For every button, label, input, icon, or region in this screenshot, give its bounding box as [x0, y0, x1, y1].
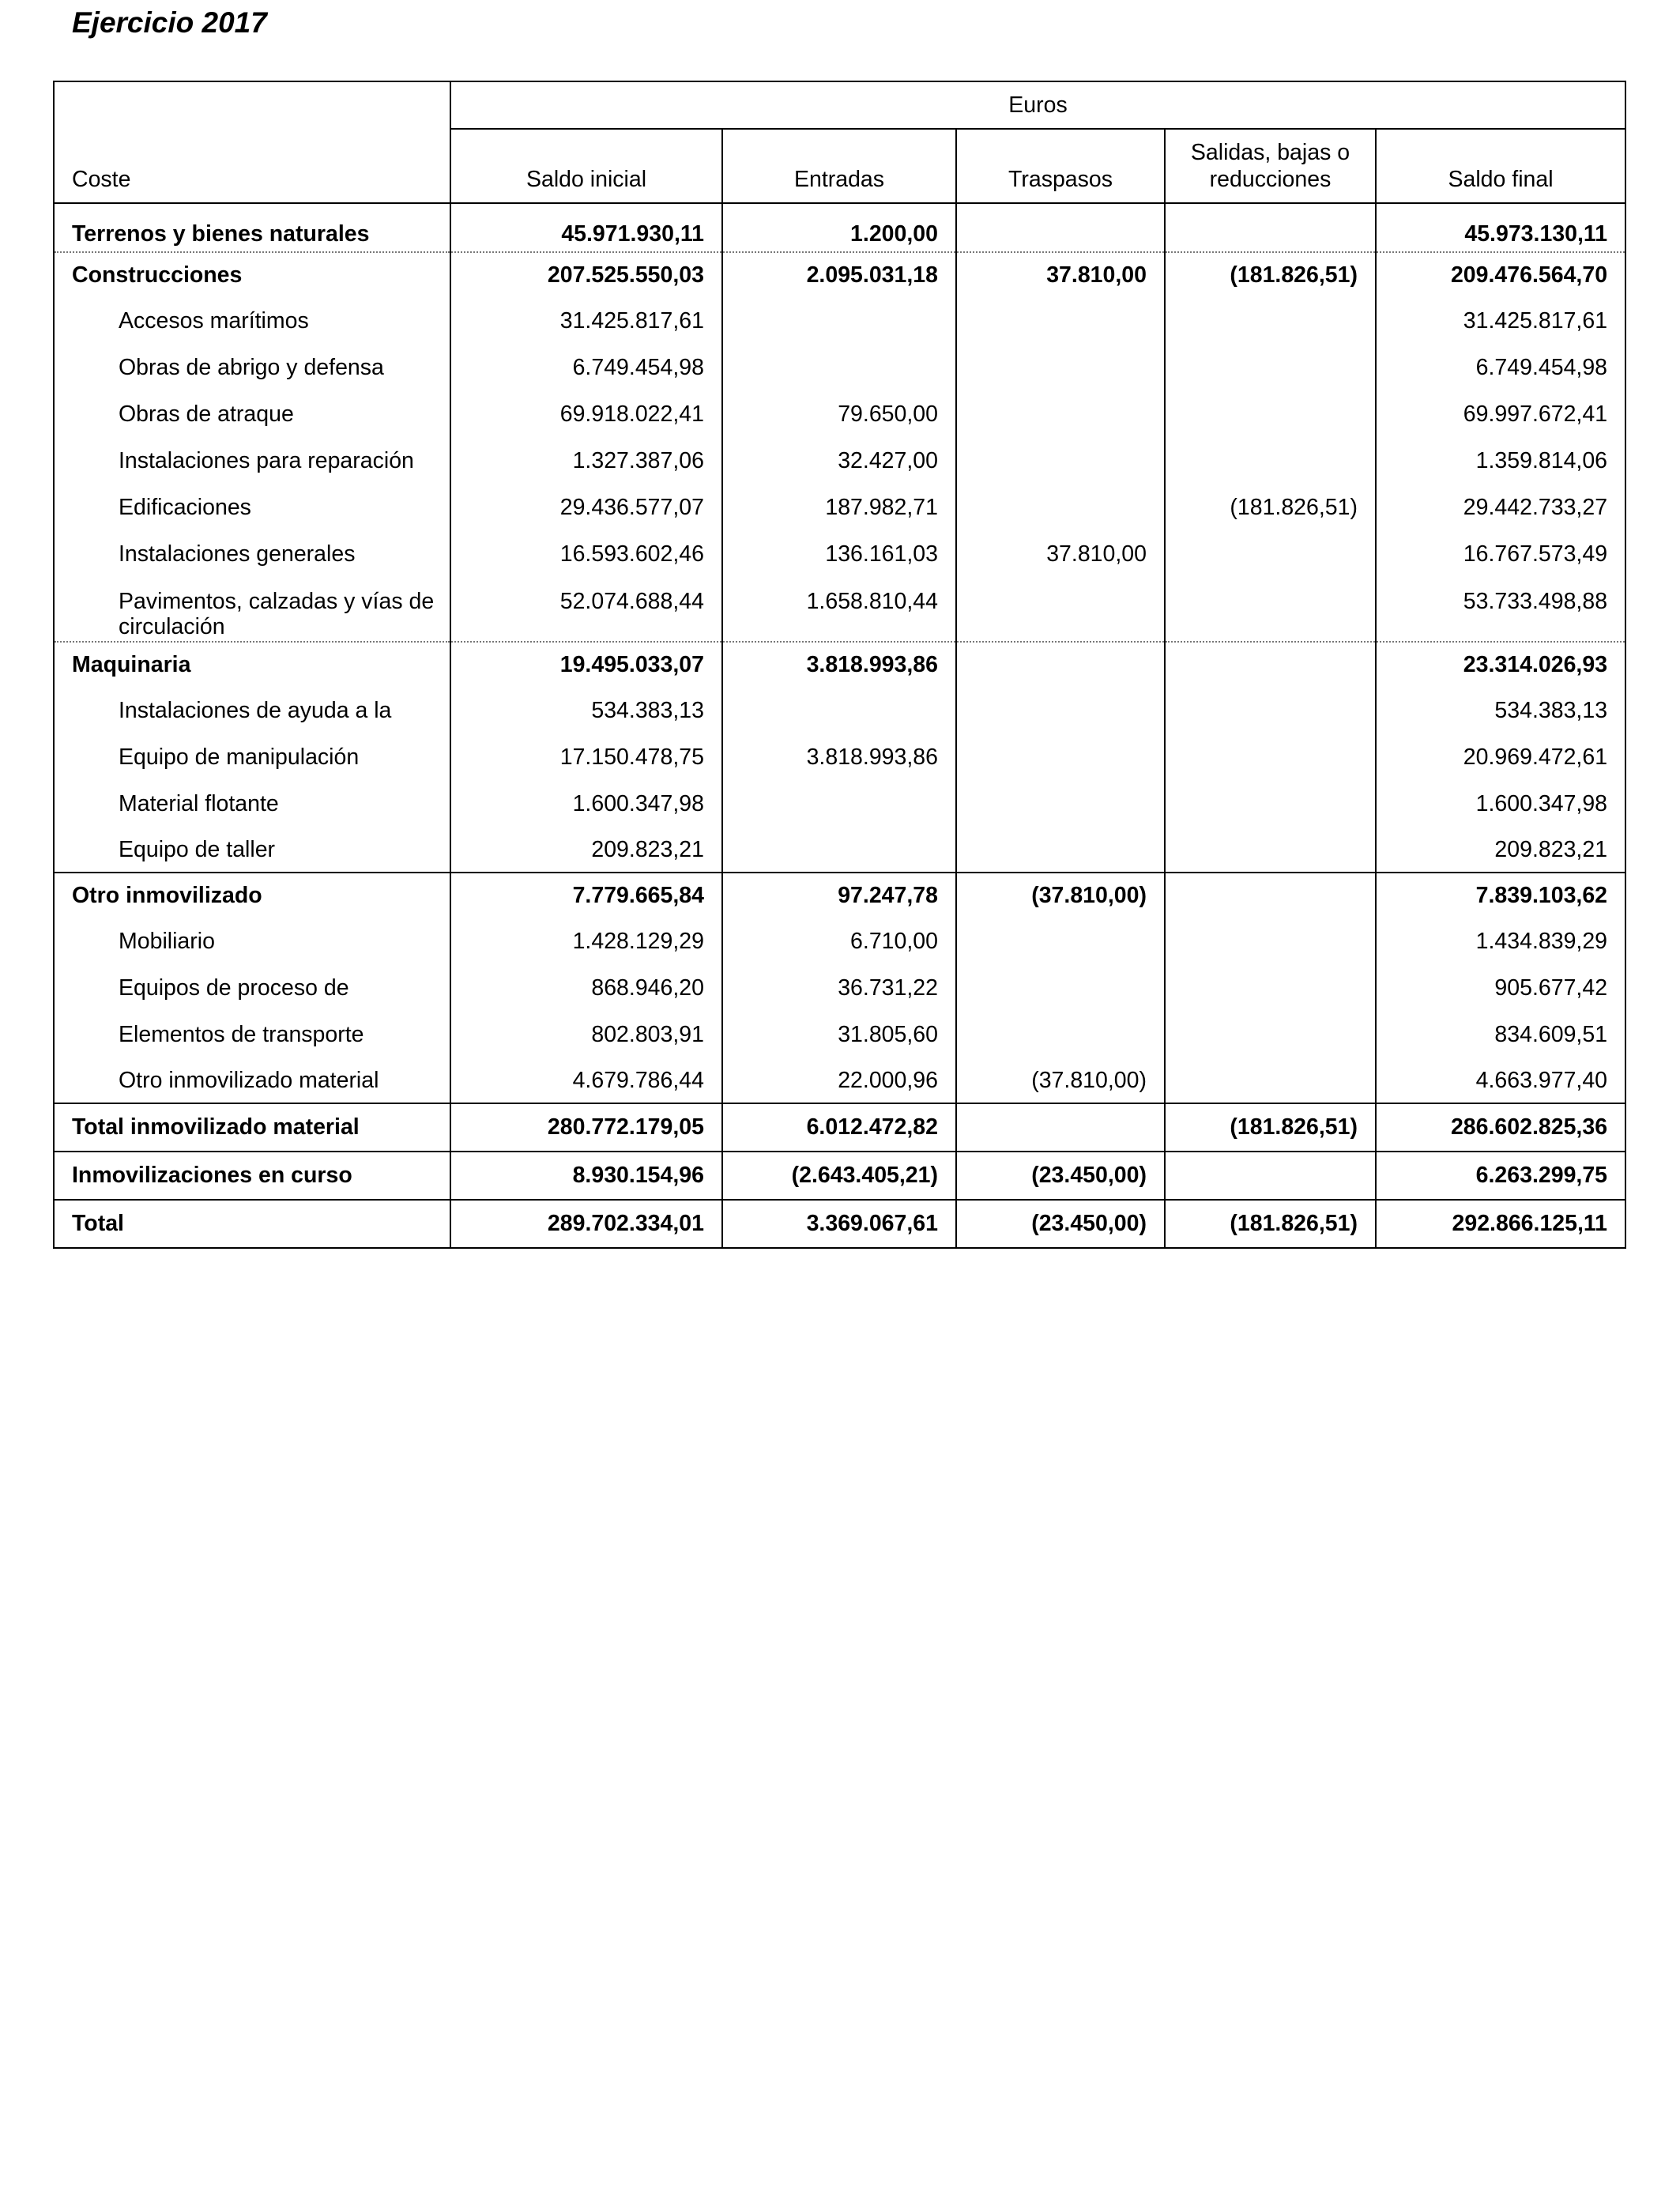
table-row-saldo-inicial: 802.803,91 [450, 1012, 722, 1058]
table-row-saldo-inicial: 31.425.817,61 [450, 298, 722, 345]
section-row-entradas: 1.200,00 [722, 217, 956, 252]
table-row-label: Equipo de taller [54, 827, 450, 873]
total-row-salidas [1165, 1152, 1376, 1200]
table-row-salidas [1165, 918, 1376, 965]
table-row-label: Mobiliario [54, 918, 450, 965]
table-row-entradas: 6.710,00 [722, 918, 956, 965]
table-row-saldo-inicial: 6.749.454,98 [450, 345, 722, 391]
table-row-salidas [1165, 1012, 1376, 1058]
table-row-saldo-inicial: 534.383,13 [450, 688, 722, 734]
table-row-entradas: 79.650,00 [722, 391, 956, 438]
table-row-saldo-final: 16.767.573,49 [1376, 531, 1625, 578]
table-row-salidas [1165, 734, 1376, 781]
total-row-entradas: (2.643.405,21) [722, 1152, 956, 1200]
table-row [54, 688, 1625, 734]
table-row-saldo-final: 834.609,51 [1376, 1012, 1625, 1058]
table-row-traspasos [956, 1012, 1165, 1058]
table-row-saldo-inicial: 17.150.478,75 [450, 734, 722, 781]
table-row-saldo-final: 534.383,13 [1376, 688, 1625, 734]
table-row-salidas [1165, 688, 1376, 734]
table-row-traspasos [956, 578, 1165, 642]
total-row-saldo-inicial: 280.772.179,05 [450, 1103, 722, 1152]
section-row-label: Construcciones [54, 252, 450, 298]
table-row [54, 345, 1625, 391]
table-row-saldo-final: 1.359.814,06 [1376, 438, 1625, 484]
table-row-saldo-inicial: 209.823,21 [450, 827, 722, 873]
table-row-traspasos [956, 345, 1165, 391]
table-row-saldo-inicial: 29.436.577,07 [450, 484, 722, 531]
table-row-salidas [1165, 781, 1376, 827]
section-row-saldo-final: 45.973.130,11 [1376, 217, 1625, 252]
table-row [54, 298, 1625, 345]
table-row [54, 531, 1625, 578]
table-row [54, 734, 1625, 781]
total-row [54, 1200, 1625, 1248]
table-body [54, 203, 1625, 1248]
total-row-label: Total [54, 1200, 450, 1248]
group-header-euros: Euros [450, 81, 1625, 129]
table-row-saldo-inicial: 52.074.688,44 [450, 578, 722, 642]
table-row-entradas: 3.818.993,86 [722, 734, 956, 781]
section-row-traspasos: 37.810,00 [956, 252, 1165, 298]
column-header-saldo-inicial: Saldo inicial [450, 129, 722, 203]
table-row-saldo-inicial: 1.600.347,98 [450, 781, 722, 827]
section-row-salidas [1165, 873, 1376, 918]
table-row-label: Elementos de transporte [54, 1012, 450, 1058]
table-row-label: Accesos marítimos [54, 298, 450, 345]
table-row-traspasos: 37.810,00 [956, 531, 1165, 578]
page-title: Ejercicio 2017 [72, 6, 267, 39]
table-row-label: Equipos de proceso de [54, 965, 450, 1012]
table-row-saldo-final: 6.749.454,98 [1376, 345, 1625, 391]
table-row-entradas: 22.000,96 [722, 1058, 956, 1103]
table-row-entradas: 136.161,03 [722, 531, 956, 578]
total-row-entradas: 3.369.067,61 [722, 1200, 956, 1248]
section-row-entradas: 97.247,78 [722, 873, 956, 918]
section-row-traspasos [956, 217, 1165, 252]
section-row-entradas: 3.818.993,86 [722, 642, 956, 688]
total-row-label: Total inmovilizado material [54, 1103, 450, 1152]
total-row [54, 1103, 1625, 1152]
section-row-saldo-inicial: 19.495.033,07 [450, 642, 722, 688]
section-row-saldo-inicial: 7.779.665,84 [450, 873, 722, 918]
section-row-salidas: (181.826,51) [1165, 252, 1376, 298]
table-row [54, 827, 1625, 873]
total-row-label: Inmovilizaciones en curso [54, 1152, 450, 1200]
table-row-saldo-final: 4.663.977,40 [1376, 1058, 1625, 1103]
table-row-traspasos [956, 298, 1165, 345]
table-row-traspasos [956, 688, 1165, 734]
table-row-salidas [1165, 391, 1376, 438]
table-row-traspasos [956, 391, 1165, 438]
table-row-saldo-final: 209.823,21 [1376, 827, 1625, 873]
table-row-salidas [1165, 827, 1376, 873]
table-row [54, 1012, 1625, 1058]
table-row-traspasos [956, 827, 1165, 873]
section-row-entradas: 2.095.031,18 [722, 252, 956, 298]
table-row [54, 781, 1625, 827]
section-row-traspasos: (37.810,00) [956, 873, 1165, 918]
table-row-traspasos [956, 438, 1165, 484]
table-row-salidas [1165, 531, 1376, 578]
column-header-traspasos: Traspasos [956, 129, 1165, 203]
table-row-salidas [1165, 438, 1376, 484]
total-row-saldo-final: 6.263.299,75 [1376, 1152, 1625, 1200]
table-row-entradas: 36.731,22 [722, 965, 956, 1012]
total-row-traspasos: (23.450,00) [956, 1200, 1165, 1248]
table-row-entradas: 187.982,71 [722, 484, 956, 531]
column-header-saldo-final: Saldo final [1376, 129, 1625, 203]
table-row-label: Obras de abrigo y defensa [54, 345, 450, 391]
table-row-saldo-inicial: 1.327.387,06 [450, 438, 722, 484]
table-row [54, 1058, 1625, 1103]
table-row-entradas [722, 688, 956, 734]
section-row-label: Maquinaria [54, 642, 450, 688]
table-row-label: Edificaciones [54, 484, 450, 531]
table-row-entradas [722, 298, 956, 345]
total-row-traspasos [956, 1103, 1165, 1152]
total-row-entradas: 6.012.472,82 [722, 1103, 956, 1152]
section-row-salidas [1165, 642, 1376, 688]
table-row-saldo-final: 1.600.347,98 [1376, 781, 1625, 827]
table-row-salidas: (181.826,51) [1165, 484, 1376, 531]
table-row [54, 484, 1625, 531]
section-row-label: Otro inmovilizado [54, 873, 450, 918]
section-row-saldo-inicial: 207.525.550,03 [450, 252, 722, 298]
table-row-saldo-inicial: 1.428.129,29 [450, 918, 722, 965]
section-row [54, 252, 1625, 298]
section-row-saldo-final: 7.839.103,62 [1376, 873, 1625, 918]
table-row-salidas [1165, 298, 1376, 345]
table-row-label: Pavimentos, calzadas y vías de circulación [54, 578, 450, 642]
fixed-assets-cost-table [53, 81, 1626, 1249]
table-row-label: Instalaciones de ayuda a la [54, 688, 450, 734]
table-row-salidas [1165, 578, 1376, 642]
table-row-saldo-final: 905.677,42 [1376, 965, 1625, 1012]
table-row-salidas [1165, 345, 1376, 391]
table-row-saldo-final: 31.425.817,61 [1376, 298, 1625, 345]
section-row [54, 642, 1625, 688]
table-row-entradas [722, 827, 956, 873]
table-row-traspasos [956, 484, 1165, 531]
section-row-traspasos [956, 642, 1165, 688]
total-row-saldo-final: 286.602.825,36 [1376, 1103, 1625, 1152]
table-row [54, 965, 1625, 1012]
table-row [54, 391, 1625, 438]
table-row-saldo-inicial: 868.946,20 [450, 965, 722, 1012]
table-row-traspasos: (37.810,00) [956, 1058, 1165, 1103]
total-row [54, 1152, 1625, 1200]
table-row-label: Equipo de manipulación [54, 734, 450, 781]
table-row-entradas [722, 781, 956, 827]
section-row-saldo-inicial: 45.971.930,11 [450, 217, 722, 252]
table-row [54, 438, 1625, 484]
total-row-saldo-inicial: 289.702.334,01 [450, 1200, 722, 1248]
table-row [54, 578, 1625, 642]
table-row-salidas [1165, 965, 1376, 1012]
table-row-traspasos [956, 781, 1165, 827]
table-row-salidas [1165, 1058, 1376, 1103]
table-row-entradas [722, 345, 956, 391]
table-row-entradas: 1.658.810,44 [722, 578, 956, 642]
total-row-traspasos: (23.450,00) [956, 1152, 1165, 1200]
table-row-traspasos [956, 918, 1165, 965]
column-header-entradas: Entradas [722, 129, 956, 203]
table-row-saldo-final: 20.969.472,61 [1376, 734, 1625, 781]
table-row [54, 918, 1625, 965]
section-row-label: Terrenos y bienes naturales [54, 217, 450, 252]
table-row-saldo-final: 1.434.839,29 [1376, 918, 1625, 965]
total-row-salidas: (181.826,51) [1165, 1103, 1376, 1152]
table-row-entradas: 32.427,00 [722, 438, 956, 484]
section-row [54, 873, 1625, 918]
column-header-salidas: Salidas, bajas o reducciones [1165, 129, 1376, 203]
section-row-salidas [1165, 217, 1376, 252]
table-row-label: Otro inmovilizado material [54, 1058, 450, 1103]
table-row-label: Instalaciones para reparación [54, 438, 450, 484]
table-row-saldo-inicial: 4.679.786,44 [450, 1058, 722, 1103]
table-row-entradas: 31.805,60 [722, 1012, 956, 1058]
table-row-saldo-inicial: 16.593.602,46 [450, 531, 722, 578]
table-row-label: Instalaciones generales [54, 531, 450, 578]
section-row-saldo-final: 209.476.564,70 [1376, 252, 1625, 298]
table-row-saldo-final: 53.733.498,88 [1376, 578, 1625, 642]
row-header-coste: Coste [54, 81, 450, 203]
total-row-saldo-inicial: 8.930.154,96 [450, 1152, 722, 1200]
section-row-saldo-final: 23.314.026,93 [1376, 642, 1625, 688]
table-row-traspasos [956, 734, 1165, 781]
table-row-saldo-final: 29.442.733,27 [1376, 484, 1625, 531]
table-row-label: Material flotante [54, 781, 450, 827]
table-row-traspasos [956, 965, 1165, 1012]
section-row [54, 217, 1625, 252]
total-row-salidas: (181.826,51) [1165, 1200, 1376, 1248]
table-row-label: Obras de atraque [54, 391, 450, 438]
total-row-saldo-final: 292.866.125,11 [1376, 1200, 1625, 1248]
table-row-saldo-final: 69.997.672,41 [1376, 391, 1625, 438]
table-row-saldo-inicial: 69.918.022,41 [450, 391, 722, 438]
